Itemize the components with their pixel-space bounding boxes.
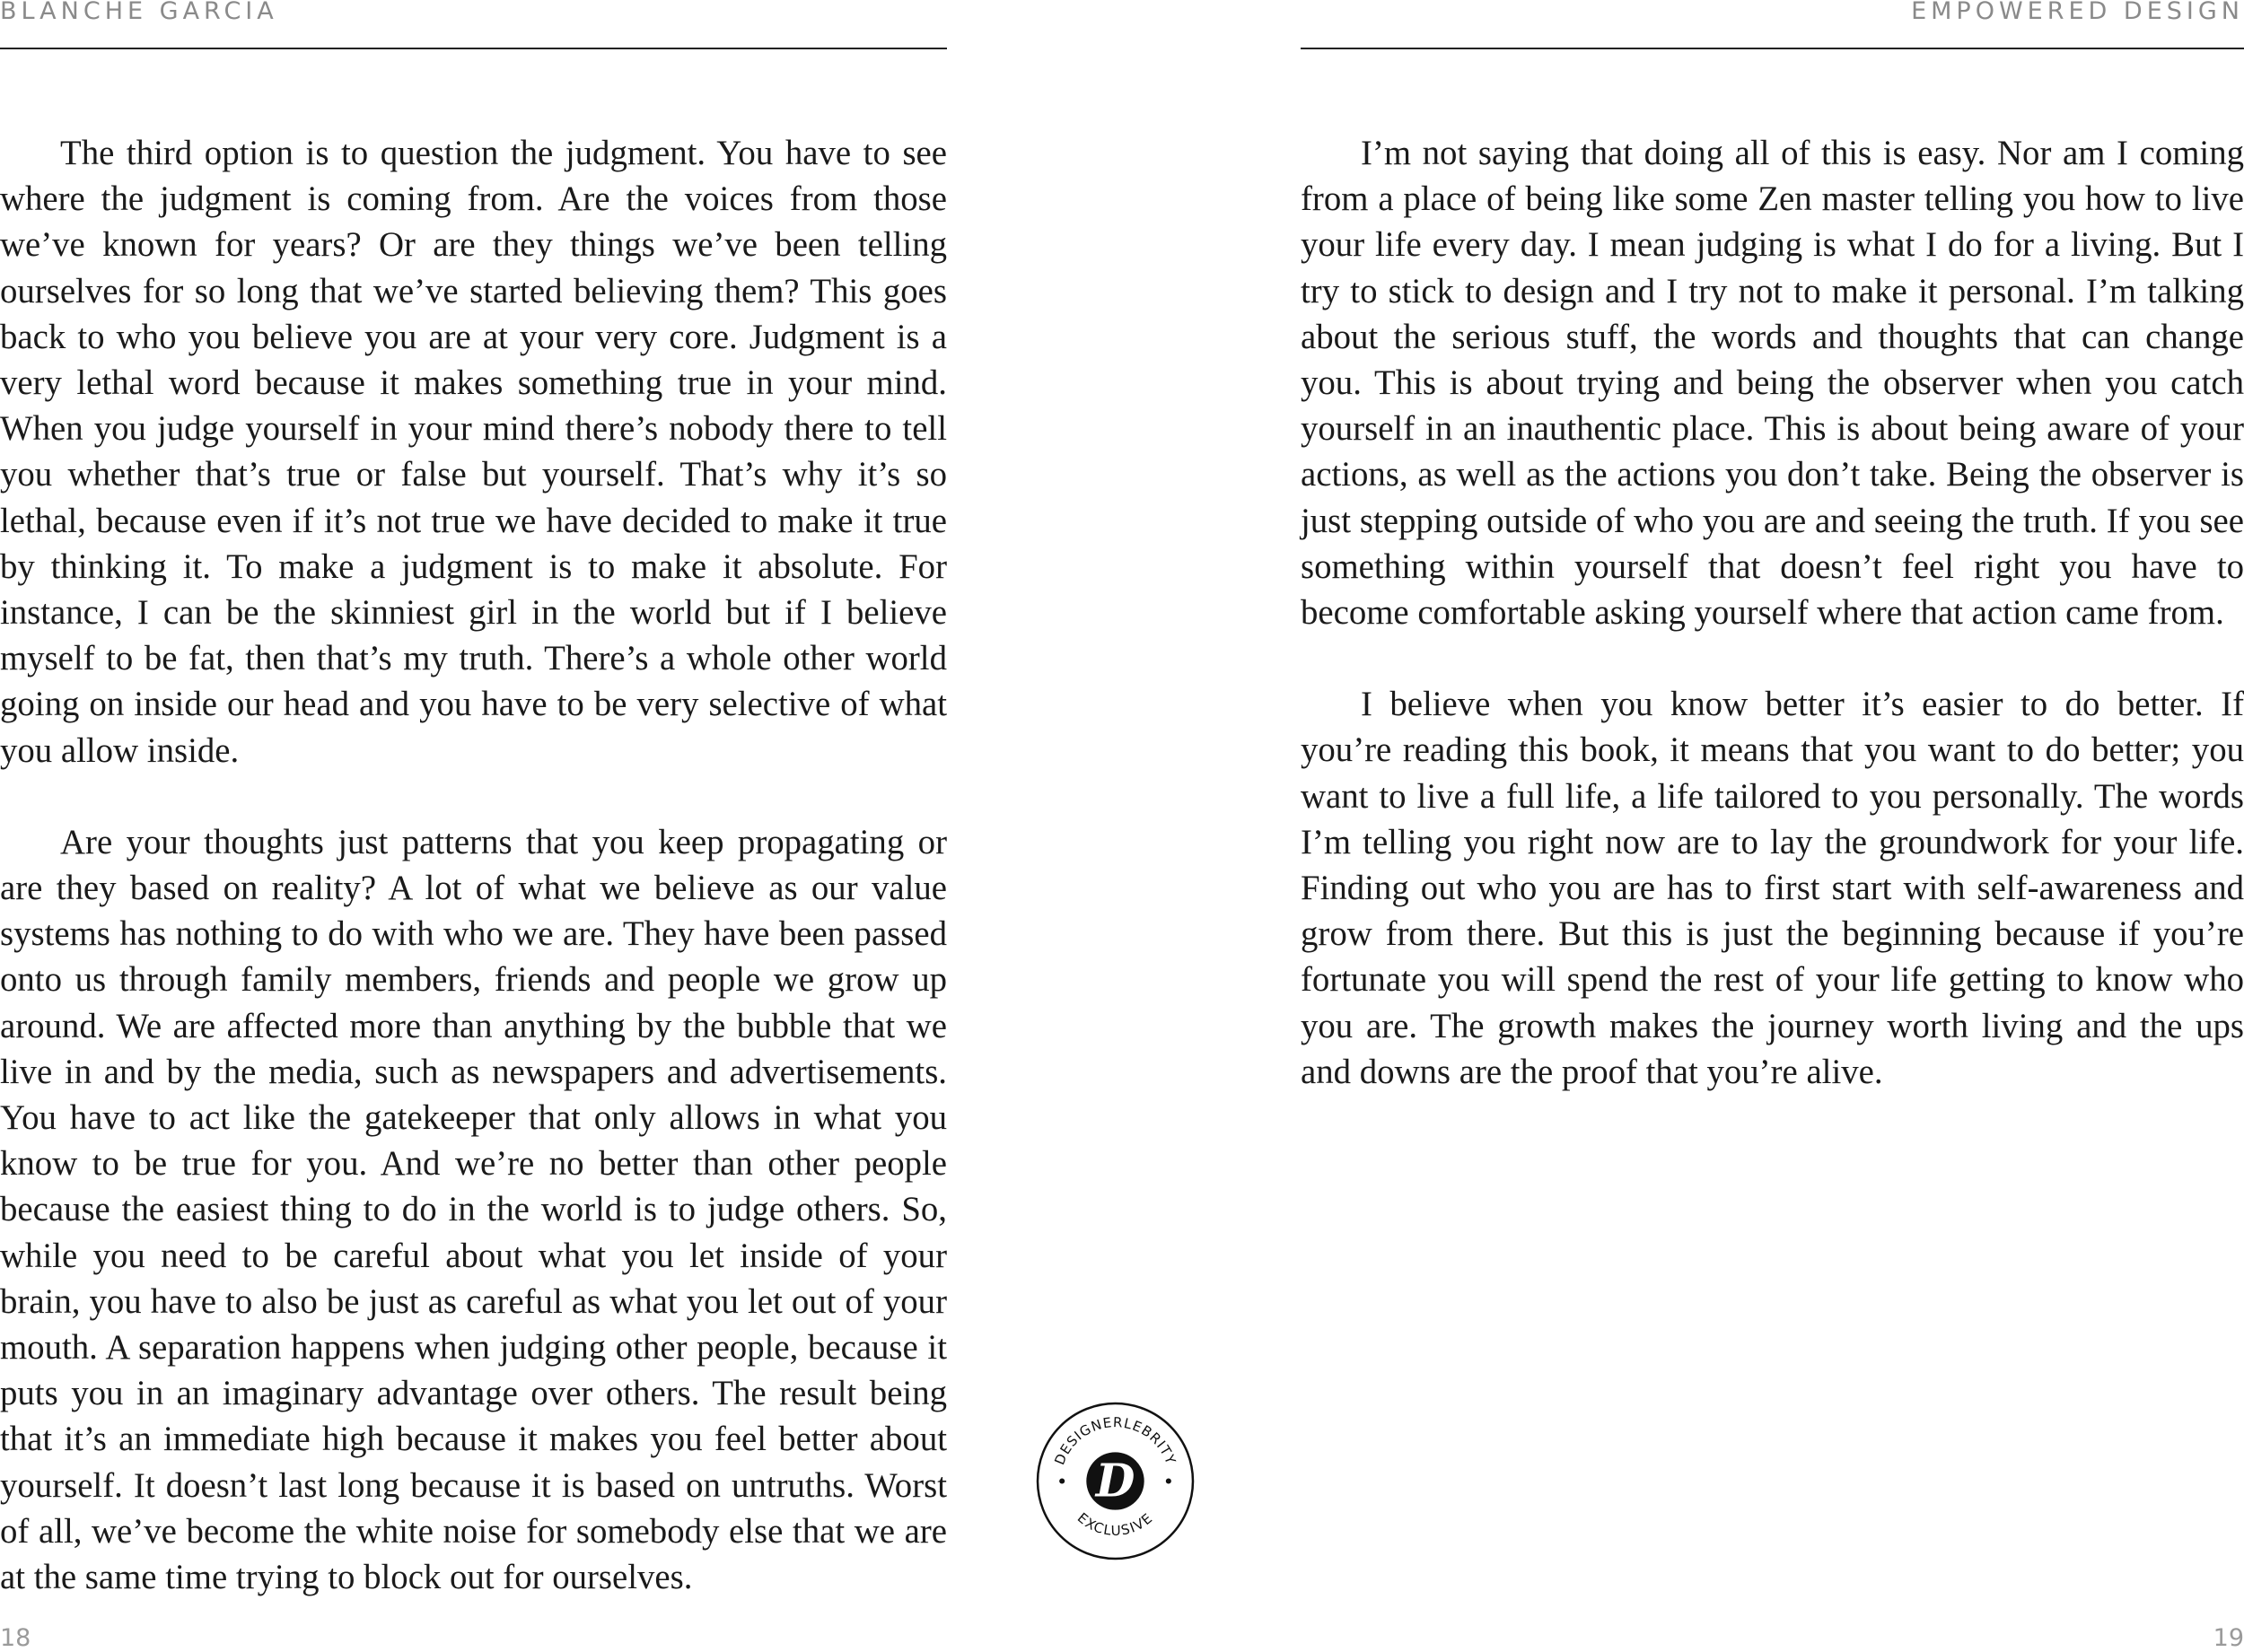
running-head-title: EMPOWERED DESIGN — [1911, 0, 2244, 25]
seal-monogram: D — [1095, 1454, 1135, 1508]
paragraph: Are your thoughts just patterns that you keep propagating or are they based on reality? A lot of what we believe as our value systems has nothing to do with who we are. They have been passed onto us through family members, friends and people we grow up around. We are affected more than anything by the bubble that we live in and by the media, such as newspapers and advertisements. You have to act like the gatekeeper that only allows in what you know to be true for you. And we’re no better than other people because the easiest thing to do in the world is to judge others. So, while you need to be careful about what you let inside of your brain, you have to also be just as careful as what you let out of your mouth. A separation happens when judging other people, because it puts you in an imaginary advantage over others. The result being that it’s an immediate high because it makes you feel better about yourself. It doesn’t last long because it is based on untruths. Worst of all, we’ve become the white noise for somebody else that we are at the same time trying to block out for ourselves. — [0, 822, 947, 1597]
header-rule — [1301, 48, 2244, 49]
page-number: 18 — [0, 1624, 31, 1652]
running-head-author: BLANCHE GARCIA — [0, 0, 278, 25]
body-text — [0, 130, 947, 1646]
paragraph: I’m not saying that doing all of this is easy. Nor am I coming from a place of being like some Zen master telling you how to live your life every day. I mean judging is what I do for a living. But I try to stick to design and I try not to make it personal. I’m talking about the serious stuff, the words and thoughts that can change you. This is about trying and being the observer when you catch yourself in an inauthentic place. This is about being aware of your actions, as well as the actions you don’t take. Being the observer is just stepping outside of who you are and seeing the truth. If you see something within yourself that doesn’t feel right you have to become comfortable asking yourself where that action came from. — [1301, 134, 2244, 633]
seal-bottom-text: EXCLUSIVE — [1074, 1509, 1157, 1539]
header-rule — [0, 48, 947, 49]
paragraph: The third option is to question the judgment. You have to see where the judgment is coming from. Are the voices from those we’ve known for years? Or are they things we’ve been telling ourselves for so long that we’ve started believing them? This goes back to who you believe you are at your very core. Judgment is a very lethal word because it makes something true in your mind. When you judge yourself in your mind there’s nobody there to tell you whether that’s true or false but yourself. That’s why it’s so lethal, because even if it’s not true we have decided to make it true by thinking it. To make a judgment is to make it absolute. For instance, I can be the skinniest girl in the world but if I believe myself to be fat, then that’s my truth. There’s a whole other world going on inside our head and you have to be very selective of what you allow inside. — [0, 134, 947, 770]
right-page — [1301, 0, 2244, 1652]
seal-top-text: DESIGNERLEBRITY — [1051, 1413, 1179, 1467]
paragraph: I believe when you know better it’s easier to do better. If you’re reading this book, it means that you want to do better; you want to live a full life, a life tailored to you personally. The words I’m telling you right now are to lay the groundwork for your life. Finding out who you are has to first start with self-awareness and grow from there. But this is just the beginning because if you’re fortunate you will spend the rest of your life getting to know who you are. The growth makes the journey worth living and the ups and downs are the proof that you’re alive. — [1301, 685, 2244, 1091]
left-page — [0, 0, 947, 1652]
page-number: 19 — [2213, 1624, 2244, 1652]
body-text — [1301, 130, 2244, 1141]
designerlebrity-seal-logo — [1034, 1400, 1197, 1562]
